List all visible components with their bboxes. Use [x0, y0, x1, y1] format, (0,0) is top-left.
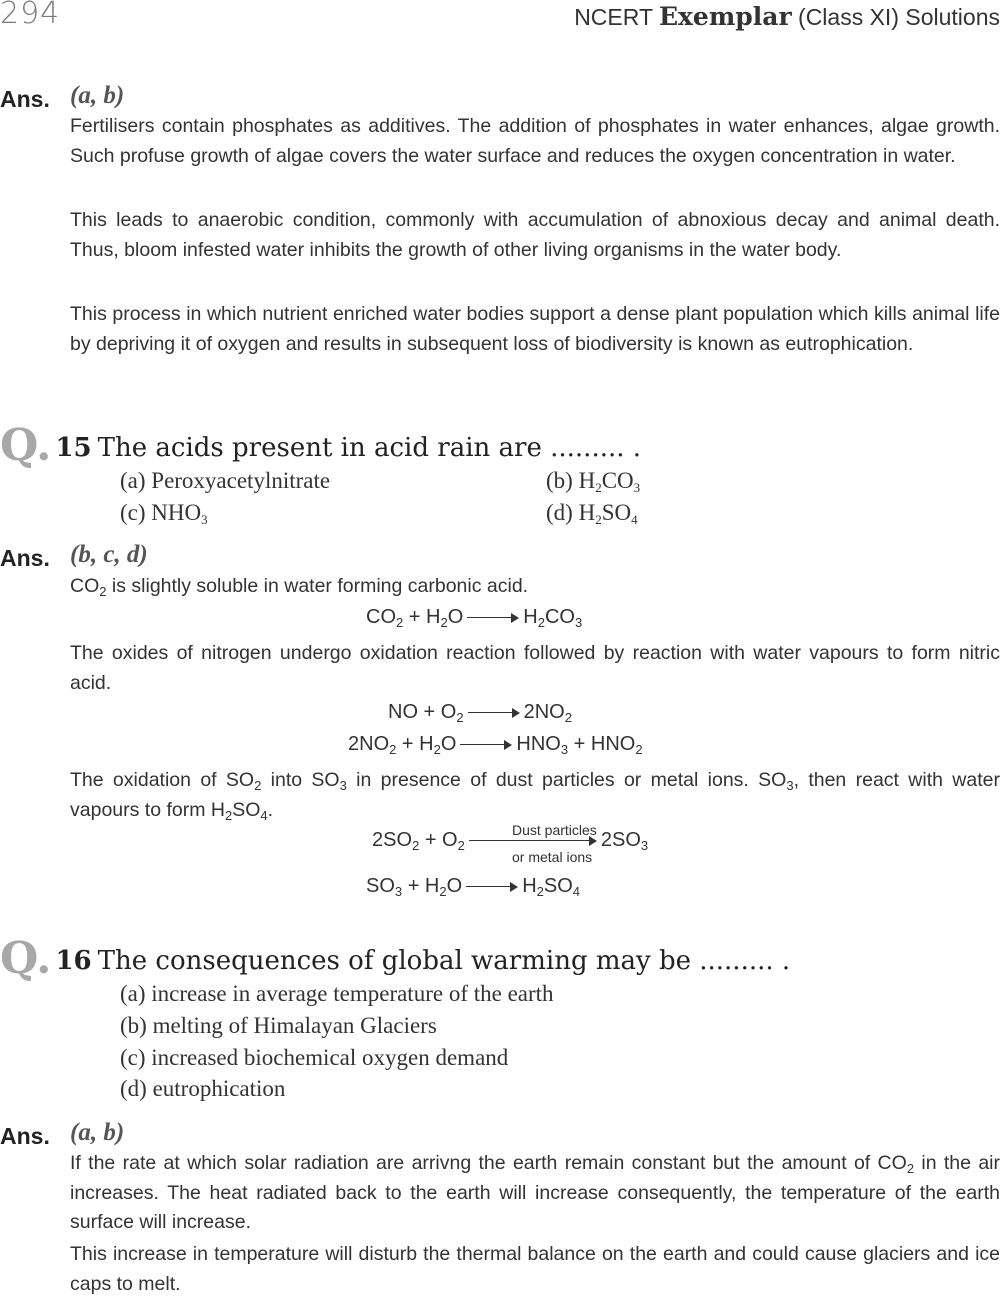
option-d: (d) $H_2SO_4$: [546, 500, 638, 527]
question-15: [0, 420, 641, 471]
reaction-condition-top: Dust particles: [512, 822, 597, 838]
question-number: 16: [55, 946, 92, 976]
answer-paragraph: This process in which nutrient enriched water bodies support a dense plant population which kills animal life by depriving it of oxygen and results in subsequent loss of biodiversity is known as eutrophication.: [70, 303, 1000, 355]
equation-sulphuric-acid: $SO_3 + H_2O$ $H_2SO_4$: [366, 875, 581, 899]
option-b: (b) $H_2CO_3$: [546, 468, 641, 495]
equation-nitric-acid: $2NO_2 + H_2O$ $HNO_3 + HNO_2$: [348, 733, 643, 757]
answer-paragraph: Fertilisers contain phosphates as additives. The addition of phosphates in water enhances, algae growth. Such profuse growth of algae covers the water surface and reduces the oxygen concentration in water.: [70, 115, 1000, 167]
reaction-arrow: [460, 740, 512, 750]
answer-paragraph: This increase in temperature will disturb the thermal balance on the earth and could cause glaciers and ice caps to melt.: [70, 1243, 1000, 1295]
option-c: (c) increased biochemical oxygen demand: [120, 1045, 509, 1070]
page-number: 294: [0, 0, 61, 31]
reaction-arrow: [467, 613, 519, 623]
option-a: (a) Peroxyacetylnitrate: [120, 468, 331, 493]
answer-paragraph: If the rate at which solar radiation are arrivng the earth remain constant but the amount of $CO_2$ in the air increases. The heat radiated back to the earth will increase consequently, the temperature of the earth surface will increase.: [70, 1152, 1000, 1233]
question-mark: Q.: [0, 933, 52, 984]
running-title: [574, 2, 1000, 31]
title-suffix: (Class XI) Solutions: [798, 4, 1000, 30]
page-header: [0, 0, 1000, 40]
reaction-arrow: [468, 708, 520, 718]
answer-options: (a, b): [70, 82, 125, 109]
title-bold: Exemplar: [658, 2, 792, 31]
equation-so3: $2SO_2 + O_2$ $2SO_3$: [372, 829, 649, 853]
option-b: (b) melting of Himalayan Glaciers: [120, 1013, 437, 1038]
answer-options: (b, c, d): [70, 541, 148, 568]
reaction-condition-bottom: or metal ions: [512, 849, 593, 865]
equation-carbonic-acid: $CO_2 + H_2O$ $H_2CO_3$: [366, 606, 583, 630]
answer-label: Ans.: [0, 86, 50, 112]
reaction-arrow: [466, 882, 518, 892]
question-number: 15: [55, 433, 92, 463]
answer-label: Ans.: [0, 545, 50, 571]
question-16: [0, 933, 790, 984]
option-d: (d) eutrophication: [120, 1076, 286, 1101]
answer-paragraph: The oxides of nitrogen undergo oxidation reaction followed by reaction with water vapours to form nitric acid.: [70, 642, 1000, 694]
title-prefix: NCERT: [574, 4, 653, 30]
question-text: The acids present in acid rain are ......... .: [97, 433, 642, 463]
answer-paragraph: The oxidation of $SO_2$ into $SO_3$ in presence of dust particles or metal ions. $SO_3$, then react with water vapours to form $H_2SO_4$.: [70, 769, 1000, 823]
question-mark: Q.: [0, 420, 52, 471]
answer-label: Ans.: [0, 1123, 50, 1149]
option-c: (c) $NHO_3$: [120, 500, 208, 527]
answer-options: (a, b): [70, 1119, 125, 1146]
answer-paragraph: $CO_2$ is slightly soluble in water forming carbonic acid.: [70, 575, 529, 599]
option-a: (a) increase in average temperature of the earth: [120, 981, 554, 1006]
question-text: The consequences of global warming may be ......... .: [97, 946, 791, 976]
equation-no2: NO + $O_2$ $2NO_2$: [388, 701, 572, 725]
answer-paragraph: This leads to anaerobic condition, commonly with accumulation of abnoxious decay and animal death. Thus, bloom infested water inhibits the growth of other living organisms in the water body.: [70, 209, 1000, 261]
